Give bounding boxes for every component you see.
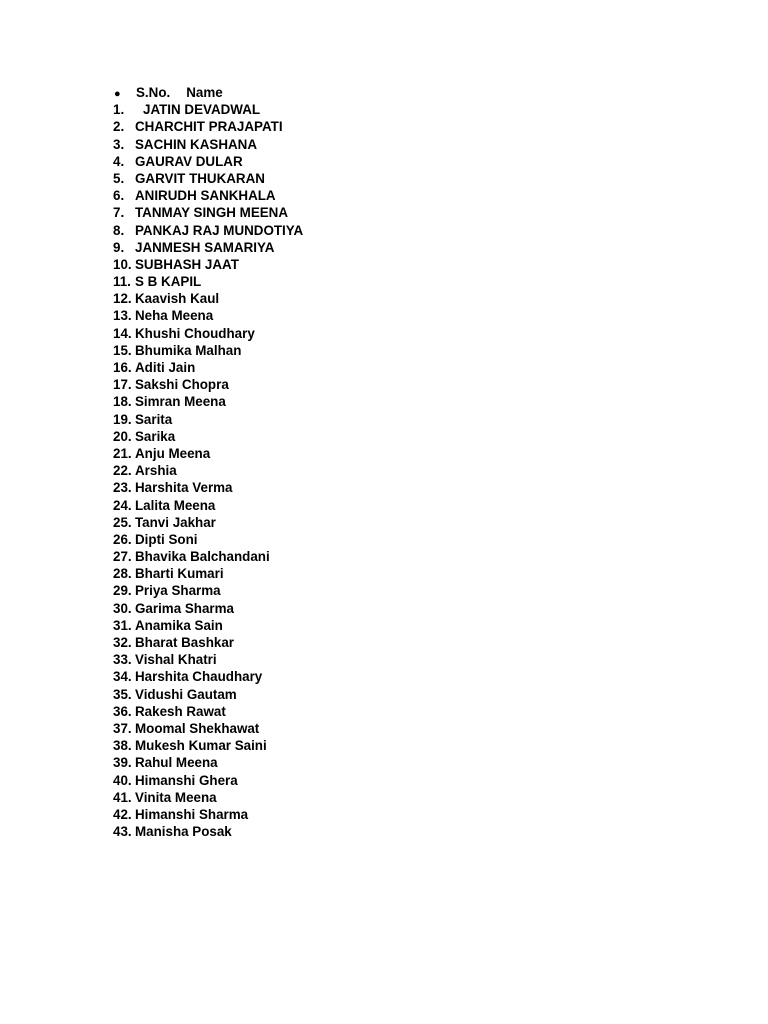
list-item-name: Sakshi Chopra	[135, 377, 229, 393]
list-item-number: 15.	[113, 342, 132, 358]
list-item-number: 6.	[113, 188, 125, 204]
list-item-name: Sarika	[135, 428, 176, 444]
name-list	[113, 84, 303, 840]
list-item	[113, 789, 303, 806]
list-item-number: 38.	[113, 738, 132, 754]
list-item	[113, 376, 303, 393]
list-item	[113, 222, 303, 239]
list-item	[113, 531, 303, 548]
list-item-name: JANMESH SAMARIYA	[135, 239, 275, 255]
list-item-number: 26.	[113, 531, 132, 547]
list-item-number: 4.	[113, 153, 125, 169]
list-item	[113, 668, 303, 685]
list-item	[113, 806, 303, 823]
list-item-number: 32.	[113, 635, 132, 650]
list-item-name: Neha Meena	[135, 308, 214, 324]
list-item	[113, 239, 303, 256]
list-item-name: Rakesh Rawat	[135, 703, 226, 719]
sno-header: S.No.	[136, 85, 171, 100]
list-item-name: Himanshi Sharma	[135, 806, 249, 822]
list-item-name: Bhumika Malhan	[135, 342, 242, 358]
list-item-number: 11.	[113, 274, 131, 290]
list-item-number: 33.	[113, 652, 132, 668]
list-item	[113, 686, 303, 703]
list-item-name: Mukesh Kumar Saini	[135, 738, 267, 754]
list-item-number: 35.	[113, 686, 132, 702]
list-item	[113, 118, 303, 135]
list-item	[113, 462, 303, 479]
list-item	[113, 651, 303, 668]
list-item	[113, 479, 303, 496]
list-item-name: Harshita Verma	[135, 480, 233, 496]
list-item	[113, 342, 303, 359]
list-item-number: 19.	[113, 411, 132, 427]
list-item-name: SACHIN KASHANA	[135, 136, 258, 152]
list-item-name: Himanshi Ghera	[135, 772, 238, 788]
list-item-number: 12.	[113, 291, 132, 307]
list-item	[113, 514, 303, 531]
list-item	[113, 497, 303, 514]
list-item-number: 3.	[113, 136, 125, 152]
list-item-number: 5.	[113, 170, 125, 186]
list-item-number: 37.	[113, 720, 132, 736]
list-item	[113, 256, 303, 273]
list-item	[113, 737, 303, 754]
list-item-number: 31.	[113, 617, 132, 633]
list-item-name: Sarita	[135, 411, 173, 427]
list-item	[113, 582, 303, 599]
list-item-name: Tanvi Jakhar	[135, 514, 216, 530]
list-item-name: Dipti Soni	[135, 531, 198, 547]
list-item-name: Bhavika Balchandani	[135, 549, 270, 565]
list-item-name: Priya Sharma	[135, 583, 221, 599]
list-item-number: 17.	[113, 377, 132, 393]
list-item-number: 25.	[113, 514, 132, 530]
list-item-name: Rahul Meena	[135, 755, 218, 771]
list-item	[113, 273, 303, 290]
list-item-name: GAURAV DULAR	[135, 153, 243, 169]
list-item-name: S B KAPIL	[135, 274, 202, 290]
list-item	[113, 307, 303, 324]
list-item-name: GARVIT THUKARAN	[135, 170, 265, 186]
list-header	[113, 84, 303, 101]
list-item-number: 7.	[113, 205, 125, 221]
list-item	[113, 617, 303, 634]
list-item-number: 1.	[113, 102, 125, 118]
list-item	[113, 411, 303, 428]
list-item-number: 29.	[113, 583, 132, 599]
list-item	[113, 290, 303, 307]
list-item-number: 34.	[113, 669, 132, 685]
bullet-marker: ●	[114, 88, 121, 100]
list-item-number: 13.	[113, 308, 132, 324]
list-item	[113, 170, 303, 187]
list-item-number: 27.	[113, 549, 132, 565]
list-item-number: 18.	[113, 394, 132, 410]
list-item-name: PANKAJ RAJ MUNDOTIYA	[135, 222, 304, 238]
list-item-name: Harshita Chaudhary	[135, 669, 263, 685]
list-item-number: 9.	[113, 239, 125, 255]
list-item-number: 24.	[113, 497, 132, 513]
name-header: Name	[186, 85, 223, 100]
list-item	[113, 359, 303, 376]
list-item-number: 16.	[113, 360, 132, 375]
list-item-name: Anamika Sain	[135, 617, 223, 633]
list-item	[113, 325, 303, 342]
list-item-number: 10.	[113, 256, 132, 272]
list-item-name: Bharat Bashkar	[135, 635, 234, 650]
list-item	[113, 187, 303, 204]
list-item-number: 23.	[113, 480, 132, 496]
list-item-number: 41.	[113, 789, 132, 805]
list-item-name: Vinita Meena	[135, 789, 217, 805]
list-item	[113, 754, 303, 771]
list-item-name: ANIRUDH SANKHALA	[135, 188, 276, 204]
list-item-name: Vishal Khatri	[135, 652, 217, 668]
list-item-number: 36.	[113, 703, 132, 719]
list-item	[113, 565, 303, 582]
list-item	[113, 428, 303, 445]
list-item	[113, 548, 303, 565]
list-item-name: CHARCHIT PRAJAPATI	[135, 119, 283, 135]
list-item	[113, 445, 303, 462]
list-item	[113, 204, 303, 221]
list-item-name: Arshia	[135, 463, 177, 479]
list-item	[113, 703, 303, 720]
list-item-name: Khushi Choudhary	[135, 325, 255, 341]
list-item	[113, 720, 303, 737]
list-item-number: 14.	[113, 325, 132, 341]
list-item	[113, 772, 303, 789]
list-item-name: TANMAY SINGH MEENA	[135, 205, 289, 221]
list-item-name: Garima Sharma	[135, 600, 234, 616]
list-item-name: Kaavish Kaul	[135, 291, 220, 307]
list-item-number: 43.	[113, 824, 132, 840]
list-item-number: 8.	[113, 222, 125, 238]
list-item	[113, 393, 303, 410]
list-item-name: Lalita Meena	[135, 497, 216, 513]
list-item-number: 30.	[113, 600, 132, 616]
list-item-number: 39.	[113, 755, 132, 771]
list-item-name: SUBHASH JAAT	[135, 256, 239, 272]
list-item	[113, 136, 303, 153]
list-item-number: 20.	[113, 428, 132, 444]
list-item	[113, 101, 303, 118]
list-item-name: Manisha Posak	[135, 824, 232, 840]
list-item	[113, 634, 303, 651]
list-item-name: Simran Meena	[135, 394, 226, 410]
list-item-number: 22.	[113, 463, 132, 479]
list-item	[113, 823, 303, 840]
list-item-name: Bharti Kumari	[135, 566, 224, 582]
list-item-number: 40.	[113, 772, 132, 788]
list-item-number: 21.	[113, 445, 132, 461]
list-item-name: Moomal Shekhawat	[135, 720, 260, 736]
list-item-name: JATIN DEVADWAL	[143, 102, 261, 118]
list-item-name: Vidushi Gautam	[135, 686, 237, 702]
list-item-number: 42.	[113, 806, 132, 822]
list-item-number: 2.	[113, 119, 125, 135]
list-item	[113, 153, 303, 170]
list-item-name: Anju Meena	[135, 445, 211, 461]
list-item-name: Aditi Jain	[135, 360, 196, 375]
list-item-number: 28.	[113, 566, 132, 582]
list-item	[113, 600, 303, 617]
